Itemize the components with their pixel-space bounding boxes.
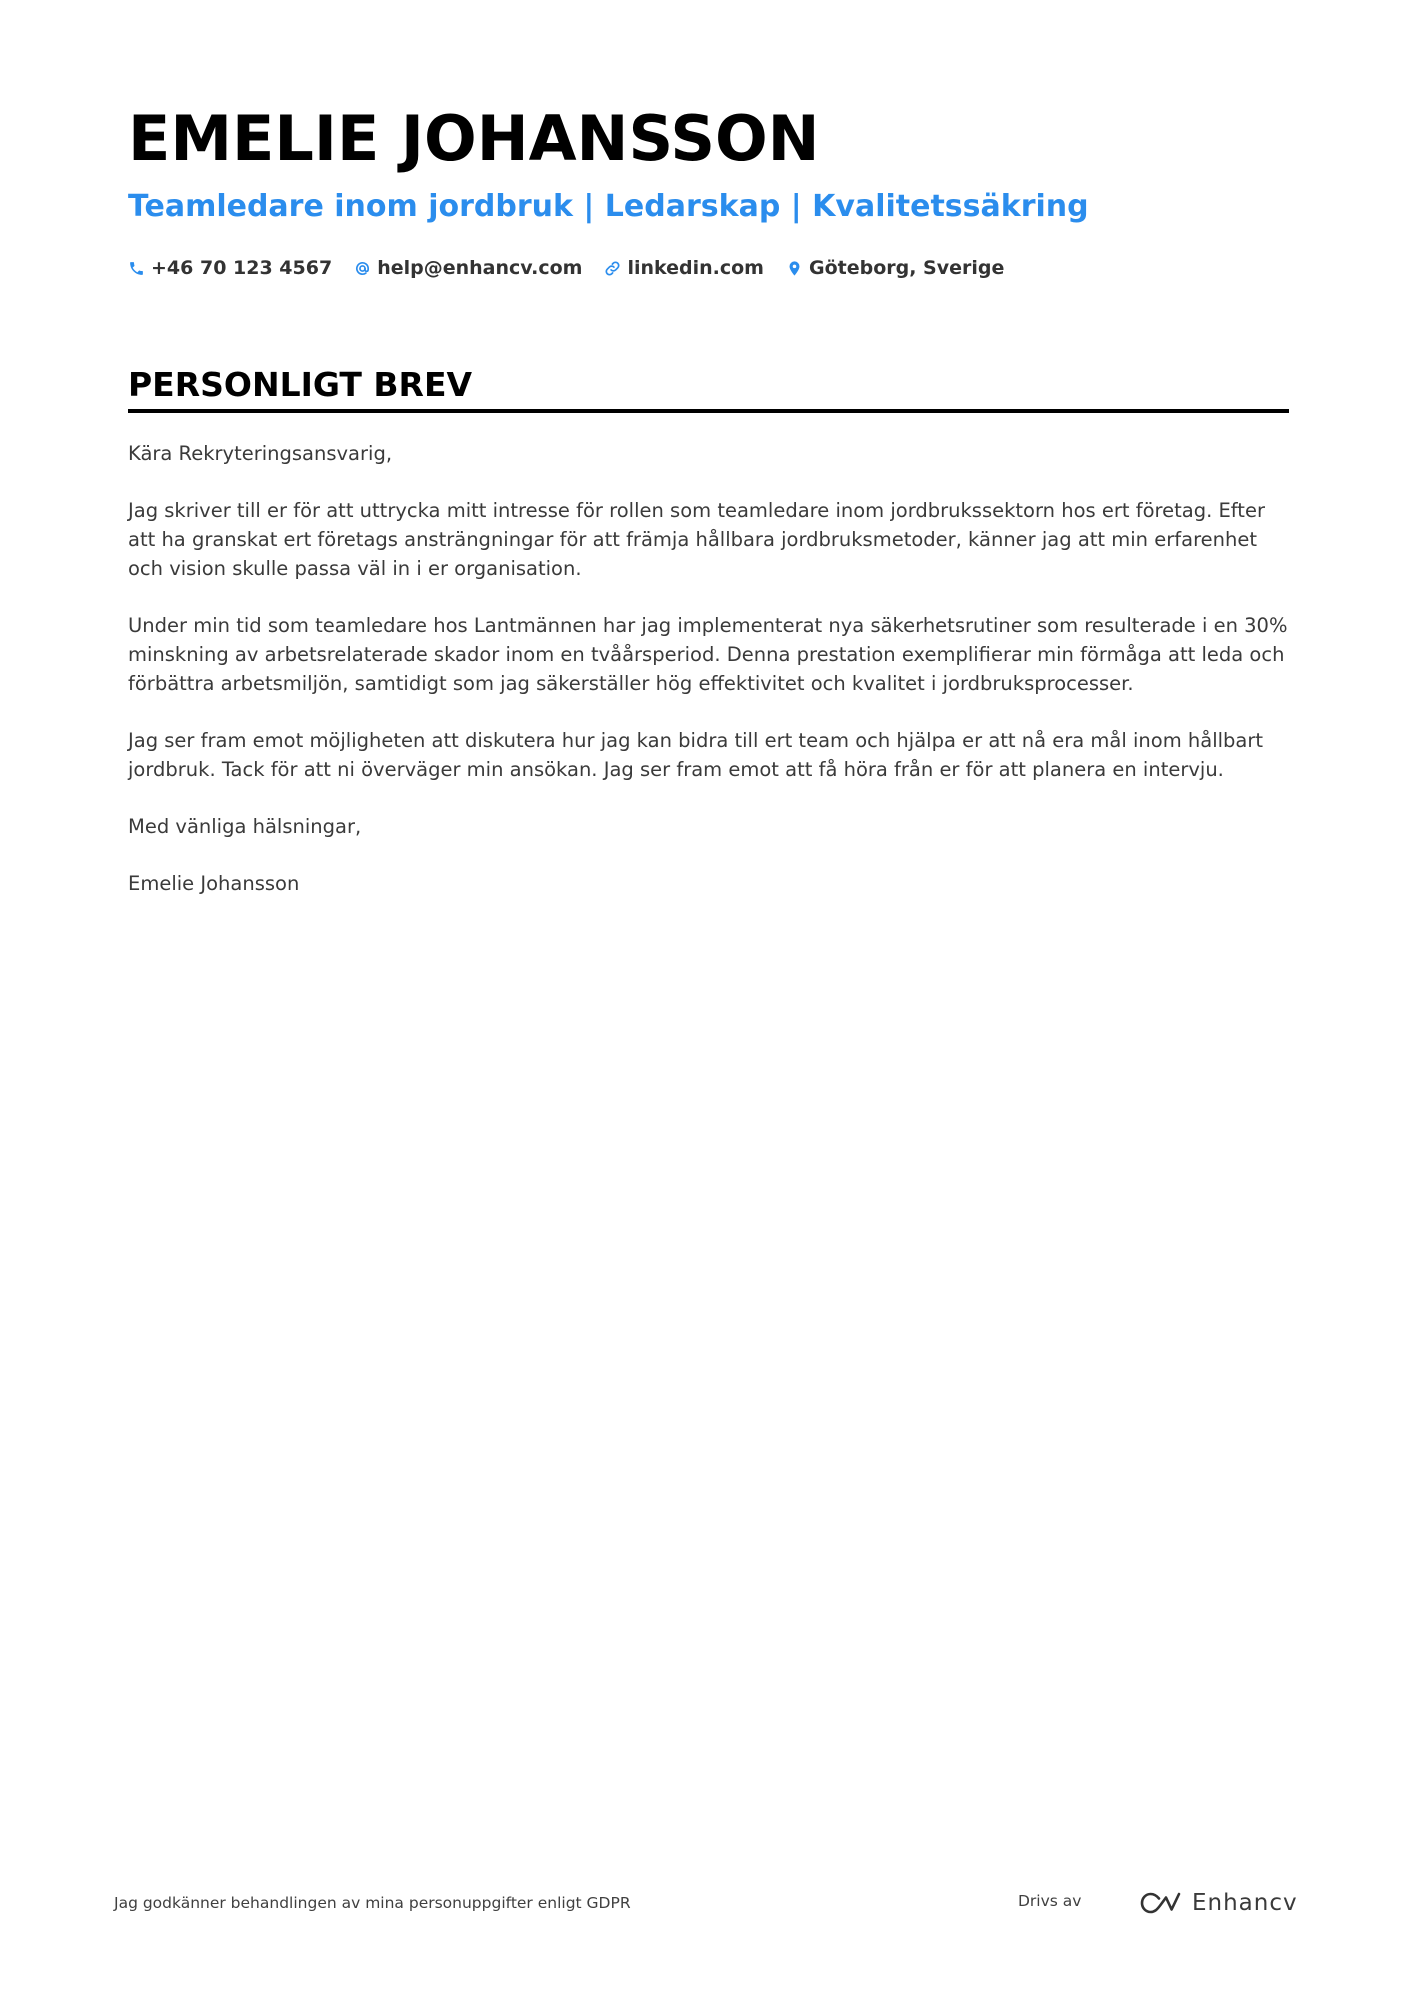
link-icon <box>604 260 621 277</box>
gdpr-consent-note: Jag godkänner behandlingen av mina personuppgifter enligt GDPR <box>114 1894 631 1912</box>
contact-phone <box>128 257 332 279</box>
letter-paragraph: Jag ser fram emot möjligheten att diskutera hur jag kan bidra till ert team och hjälpa er att nå era mål inom hållbart jordbruk. Tack för att ni överväger min ansökan. Jag ser fram emot att få höra från er för att planera en intervju. <box>128 728 1264 781</box>
location-pin-icon <box>786 260 803 277</box>
email-address: help@enhancv.com <box>377 257 583 279</box>
enhancv-brand-link[interactable] <box>1138 1887 1298 1919</box>
phone-number: +46 70 123 4567 <box>151 257 333 279</box>
location-text: Göteborg, Sverige <box>808 257 1005 279</box>
contact-linkedin <box>604 257 764 279</box>
contact-location <box>786 257 1004 279</box>
enhancv-logo-icon <box>1138 1890 1184 1916</box>
section-divider <box>128 409 1289 413</box>
linkedin-url: linkedin.com <box>627 257 764 279</box>
letter-greeting: Kära Rekryteringsansvarig, <box>128 442 393 465</box>
candidate-headline: Teamledare inom jordbruk | Ledarskap | Kvalitetssäkring <box>128 189 1089 224</box>
letter-body <box>128 440 1290 928</box>
letter-closing: Med vänliga hälsningar, <box>128 815 362 839</box>
contact-email <box>354 257 582 279</box>
section-title: PERSONLIGT BREV <box>128 365 473 404</box>
candidate-name: EMELIE JOHANSSON <box>128 102 820 175</box>
phone-icon <box>128 260 145 277</box>
letter-paragraph: Jag skriver till er för att uttrycka mitt intresse för rollen som teamledare inom jordbrukssektorn hos ert företag. Efter att ha granskat ert företags ansträngningar för att främja hållbara jordbruksmetoder, känner jag att min erfarenhet och vision skulle passa väl in i er organisation. <box>128 499 1265 580</box>
contact-bar <box>128 255 1004 281</box>
enhancv-brand-name: Enhancv <box>1192 1890 1298 1916</box>
letter-paragraph: Under min tid som teamledare hos Lantmännen har jag implementerat nya säkerhetsrutiner som resulterade i en 30% minskning av arbetsrelaterade skador inom en tvåårsperiod. Denna prestation exemplifierar min förmåga att leda och förbättra arbetsmiljön, samtidigt som jag säkerställer hög effektivitet och kvalitet i jordbruksprocesser. <box>128 614 1288 695</box>
at-icon <box>354 260 371 277</box>
powered-by-label: Drivs av <box>1018 1892 1082 1910</box>
letter-signature: Emelie Johansson <box>128 872 300 896</box>
